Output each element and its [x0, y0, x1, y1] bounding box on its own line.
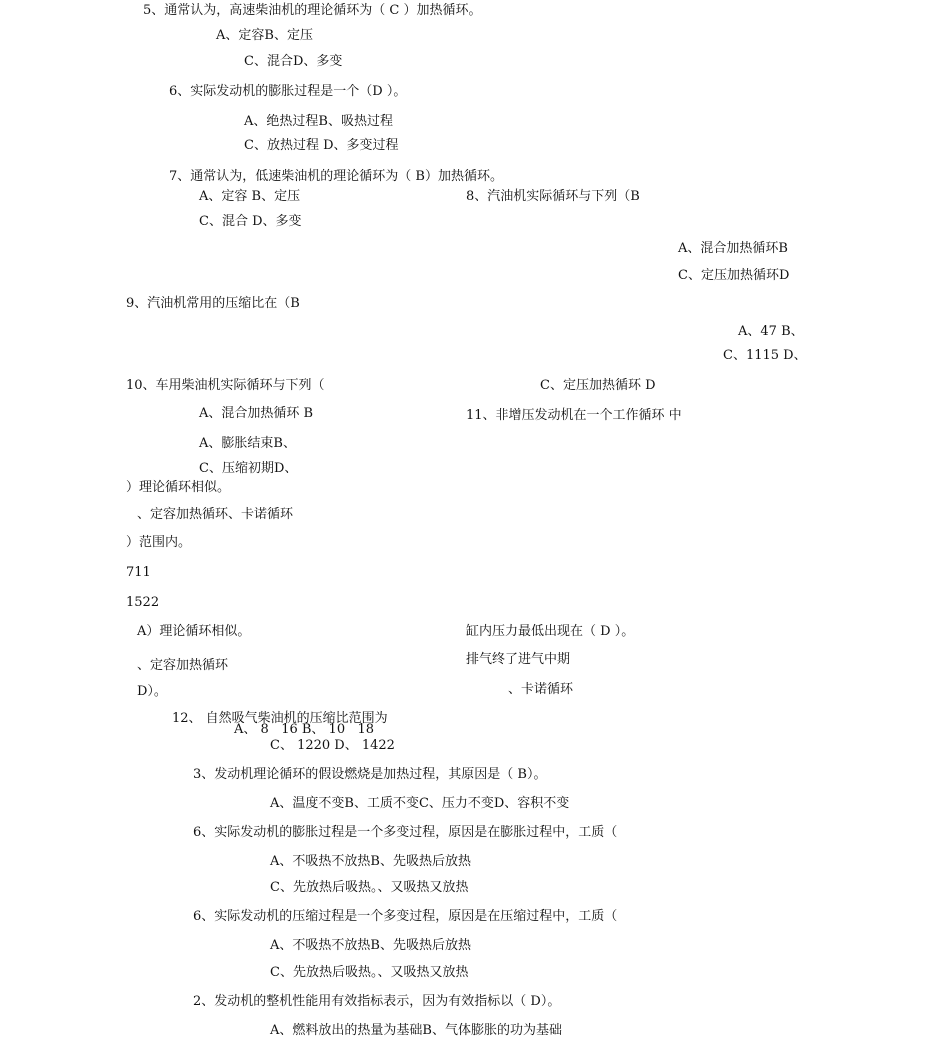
q7-options-cd: C、混合 D、多变 [199, 214, 302, 229]
fragment-line: 、卡诺循环 [508, 682, 574, 697]
q11-options-cd: C、压缩初期D、 [199, 461, 298, 476]
q3-options: A、温度不变B、工质不变C、压力不变D、容积不变 [270, 796, 570, 811]
fragment-line: 排气终了进气中期 [466, 652, 571, 667]
fragment-line: ）理论循环相似。 [126, 480, 231, 495]
q5-options-ab: A、定容B、定压 [216, 28, 313, 43]
question-5: 5、通常认为，高速柴油机的理论循环为（ C ）加热循环。 [143, 3, 482, 18]
q11-options-ab: A、膨胀结束B、 [199, 436, 296, 451]
fragment-line: ）范围内。 [126, 535, 192, 550]
question-6c: 6、实际发动机的压缩过程是一个多变过程，原因是在压缩过程中，工质（ [193, 909, 618, 924]
question-6: 6、实际发动机的膨胀过程是一个（D ）。 [169, 84, 407, 99]
fragment-line: 711 [126, 565, 151, 580]
q6-options-cd: C、放热过程 D、多变过程 [244, 138, 399, 153]
q8-options-cd: C、定压加热循环D [678, 268, 790, 283]
q10-options-ab: A、混合加热循环 B [199, 406, 314, 421]
q2-options-ab: A、燃料放出的热量为基础B、气体膨胀的功为基础 [270, 1023, 562, 1038]
question-2: 2、发动机的整机性能用有效指标表示，因为有效指标以（ D）。 [193, 994, 561, 1009]
q10-options-cd: C、定压加热循环 D [540, 378, 656, 393]
q12-options-ab: A、 8 16 B、 10 18 [234, 722, 375, 737]
q5-options-cd: C、混合D、多变 [244, 54, 343, 69]
q6-options-ab: A、绝热过程B、吸热过程 [244, 114, 393, 129]
question-3: 3、发动机理论循环的假设燃烧是加热过程，其原因是（ B）。 [193, 767, 547, 782]
q12-options-cd: C、 1220 D、 1422 [270, 738, 395, 753]
fragment-line: D）。 [137, 684, 167, 699]
fragment-line: 1522 [126, 595, 160, 610]
q6b-options-cd: C、先放热后吸热。、又吸热又放热 [270, 880, 469, 895]
q7-options-ab: A、定容 B、定压 [199, 189, 301, 204]
fragment-line: A）理论循环相似。 [137, 624, 251, 639]
question-10: 10、车用柴油机实际循环与下列（ [126, 378, 325, 393]
q11-continuation: 缸内压力最低出现在（ D ）。 [466, 624, 635, 639]
fragment-line: 、定容加热循环、卡诺循环 [137, 507, 294, 522]
q6c-options-ab: A、不吸热不放热B、先吸热后放热 [270, 938, 471, 953]
q8-options-ab: A、混合加热循环B [678, 241, 788, 256]
q6b-options-ab: A、不吸热不放热B、先吸热后放热 [270, 854, 471, 869]
question-8: 8、汽油机实际循环与下列（B [466, 189, 640, 204]
q9-options-ab: A、47 B、 [738, 324, 804, 339]
q6c-options-cd: C、先放热后吸热。、又吸热又放热 [270, 965, 469, 980]
fragment-line: 、定容加热循环 [137, 658, 229, 673]
question-6b: 6、实际发动机的膨胀过程是一个多变过程，原因是在膨胀过程中，工质（ [193, 825, 618, 840]
question-11: 11、非增压发动机在一个工作循环 中 [466, 408, 682, 423]
question-9: 9、汽油机常用的压缩比在（B [126, 296, 300, 311]
q9-options-cd: C、1115 D、 [723, 348, 807, 363]
question-12: 12、 自然吸气柴油机的压缩比范围为 [172, 711, 388, 726]
question-7: 7、通常认为，低速柴油机的理论循环为（ B）加热循环。 [169, 169, 503, 184]
